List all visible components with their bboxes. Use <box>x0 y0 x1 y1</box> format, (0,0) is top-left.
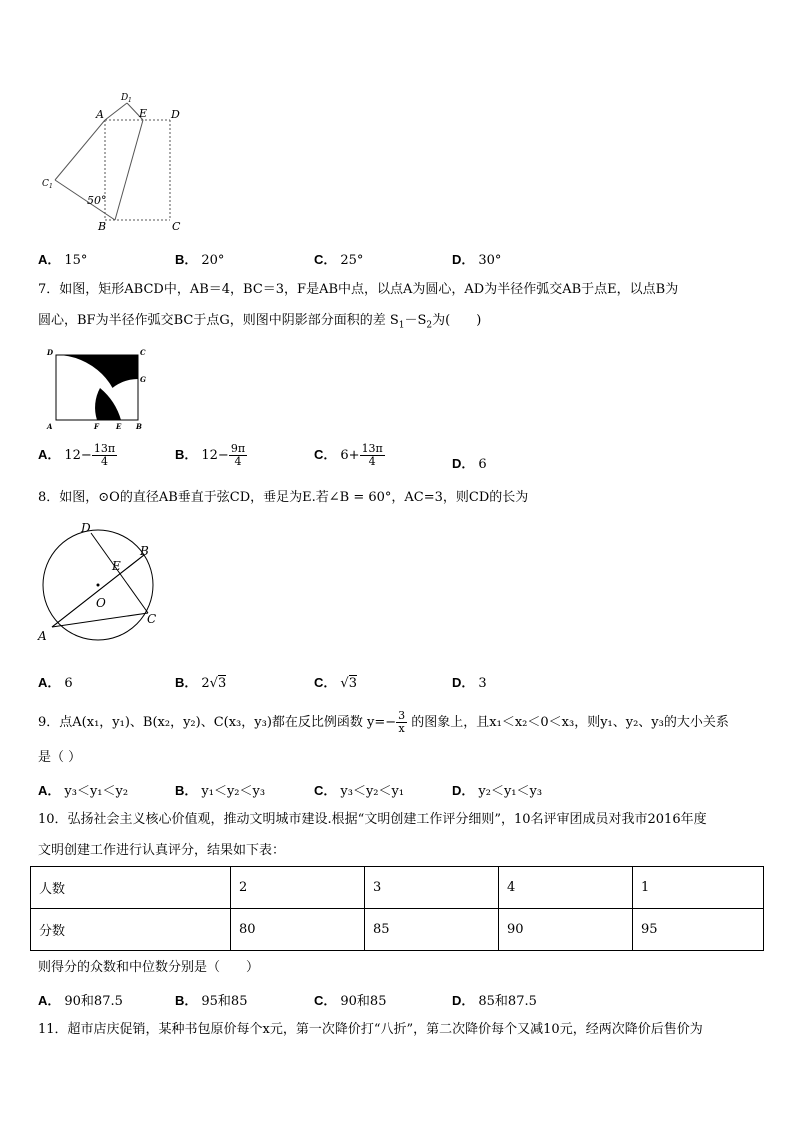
q8-option-b[interactable]: B． 2√3 <box>175 675 227 691</box>
q8-label-d: D <box>81 521 91 535</box>
q6-angle-label: 50° <box>87 194 107 207</box>
sqrt-icon: √ <box>340 676 349 691</box>
q10-score-table <box>30 866 764 951</box>
q9-option-b[interactable]: B． y₁＜y₂＜y₃ <box>175 783 266 799</box>
q9-option-c[interactable]: C． y₃＜y₂＜y₁ <box>314 783 405 799</box>
q7-label-c: C <box>140 348 146 357</box>
table-cell: 1 <box>633 867 764 909</box>
q8-figure <box>34 518 164 643</box>
q6-figure <box>35 88 195 233</box>
q6-label-d1-sub: 1 <box>128 97 132 104</box>
q7-b-fraction: $\frac{9\pi}{4}$ <box>230 442 246 468</box>
q8-label-b: B <box>140 544 149 558</box>
q7-label-f: F <box>94 422 99 431</box>
q6-option-a[interactable]: A． 15° <box>38 252 88 268</box>
table-cell: 95 <box>633 909 764 951</box>
q8-text: 8．如图，⊙O的直径AB垂直于弦CD，垂足为E.若∠B = 60°，AC=3，则CD的长为 <box>38 490 529 505</box>
q9-fraction: $\frac{3}{x}$ <box>398 709 406 735</box>
q9-option-a[interactable]: A． y₃＜y₁＜y₂ <box>38 783 129 799</box>
q7-option-a[interactable]: A． 12− $\frac{13\pi}{4}$ <box>38 442 116 468</box>
q6-label-c: C <box>172 220 181 233</box>
q7-option-c[interactable]: C． 6+ $\frac{13\pi}{4}$ <box>314 442 383 468</box>
q6-label-a: A <box>96 108 104 121</box>
q10-option-c[interactable]: C． 90和85 <box>314 993 387 1009</box>
q7-label-e: E <box>116 422 122 431</box>
q6-label-e: E <box>139 107 148 120</box>
q9-text-line1: 9．点A(x₁，y₁)、B(x₂，y₂)、C(x₃，y₃)都在反比例函数 y=− $\frac{3}{x}$ 的图象上，且x₁＜x₂＜0＜x₃，则y₁、y₂、y₃的大小关系 <box>38 709 729 735</box>
q6-label-c1: C <box>42 179 49 189</box>
table-cell: 85 <box>365 909 499 951</box>
q6-label-d: D <box>171 108 180 121</box>
q8-option-d[interactable]: D． 3 <box>452 675 487 691</box>
q7-text-line2: 圆心，BF为半径作弧交BC于点G，则图中阴影部分面积的差 $S_1-S_2$为( ) <box>38 313 482 331</box>
q8-option-a[interactable]: A． 6 <box>38 675 73 691</box>
q10-question: 则得分的众数和中位数分别是（ ） <box>38 960 260 975</box>
table-cell: 90 <box>499 909 633 951</box>
q7-option-d[interactable]: D． 6 <box>452 456 487 472</box>
q10-option-d[interactable]: D． 85和87.5 <box>452 993 537 1009</box>
q8-label-e: E <box>112 559 121 573</box>
q7-c-fraction: $\frac{13\pi}{4}$ <box>361 442 383 468</box>
q7-option-b[interactable]: B． 12− $\frac{9\pi}{4}$ <box>175 442 246 468</box>
q10-option-b[interactable]: B． 95和85 <box>175 993 248 1009</box>
q7-label-a: A <box>47 422 53 431</box>
table-cell: 分数 <box>31 909 231 951</box>
q6-option-d[interactable]: D． 30° <box>452 252 502 268</box>
q8-label-c: C <box>147 612 157 626</box>
table-cell: 2 <box>231 867 365 909</box>
sqrt-icon: √ <box>209 676 218 691</box>
table-cell: 80 <box>231 909 365 951</box>
q6-option-c[interactable]: C． 25° <box>314 252 364 268</box>
q7-label-b: B <box>136 422 142 431</box>
q10-text-line2: 文明创建工作进行认真评分，结果如下表： <box>38 843 286 858</box>
q11-text-line1: 11．超市店庆促销，某种书包原价每个x元，第一次降价打“八折”，第二次降价每个又减10元，经两次降价后售价为 <box>38 1022 703 1037</box>
q9-text-line2: 是（ ） <box>38 750 82 765</box>
q7-a-fraction: $\frac{13\pi}{4}$ <box>93 442 116 468</box>
q6-option-b[interactable]: B． 20° <box>175 252 225 268</box>
q6-label-c1-sub: 1 <box>49 183 53 190</box>
q7-label-g: G <box>140 375 146 384</box>
q6-label-d1: D <box>121 93 129 103</box>
table-cell: 3 <box>365 867 499 909</box>
q7-text-line1: 7．如图，矩形ABCD中，AB＝4，BC＝3，F是AB中点，以点A为圆心，AD为半径作弧交AB于点E，以点B为 <box>38 282 679 297</box>
table-row <box>31 909 764 951</box>
q7-label-d: D <box>47 348 54 357</box>
table-row <box>31 867 764 909</box>
table-cell: 人数 <box>31 867 231 909</box>
q8-option-c[interactable]: C． √3 <box>314 675 357 691</box>
q9-option-d[interactable]: D． y₂＜y₁＜y₃ <box>452 783 543 799</box>
q8-label-a: A <box>38 629 47 643</box>
q10-option-a[interactable]: A． 90和87.5 <box>38 993 123 1009</box>
q10-text-line1: 10．弘扬社会主义核心价值观，推动文明城市建设.根据“文明创建工作评分细则”，10名评审团成员对我市2016年度 <box>38 812 707 827</box>
q6-label-b: B <box>98 220 107 233</box>
table-cell: 4 <box>499 867 633 909</box>
q7-figure <box>44 345 156 433</box>
q8-label-o: O <box>96 596 106 610</box>
